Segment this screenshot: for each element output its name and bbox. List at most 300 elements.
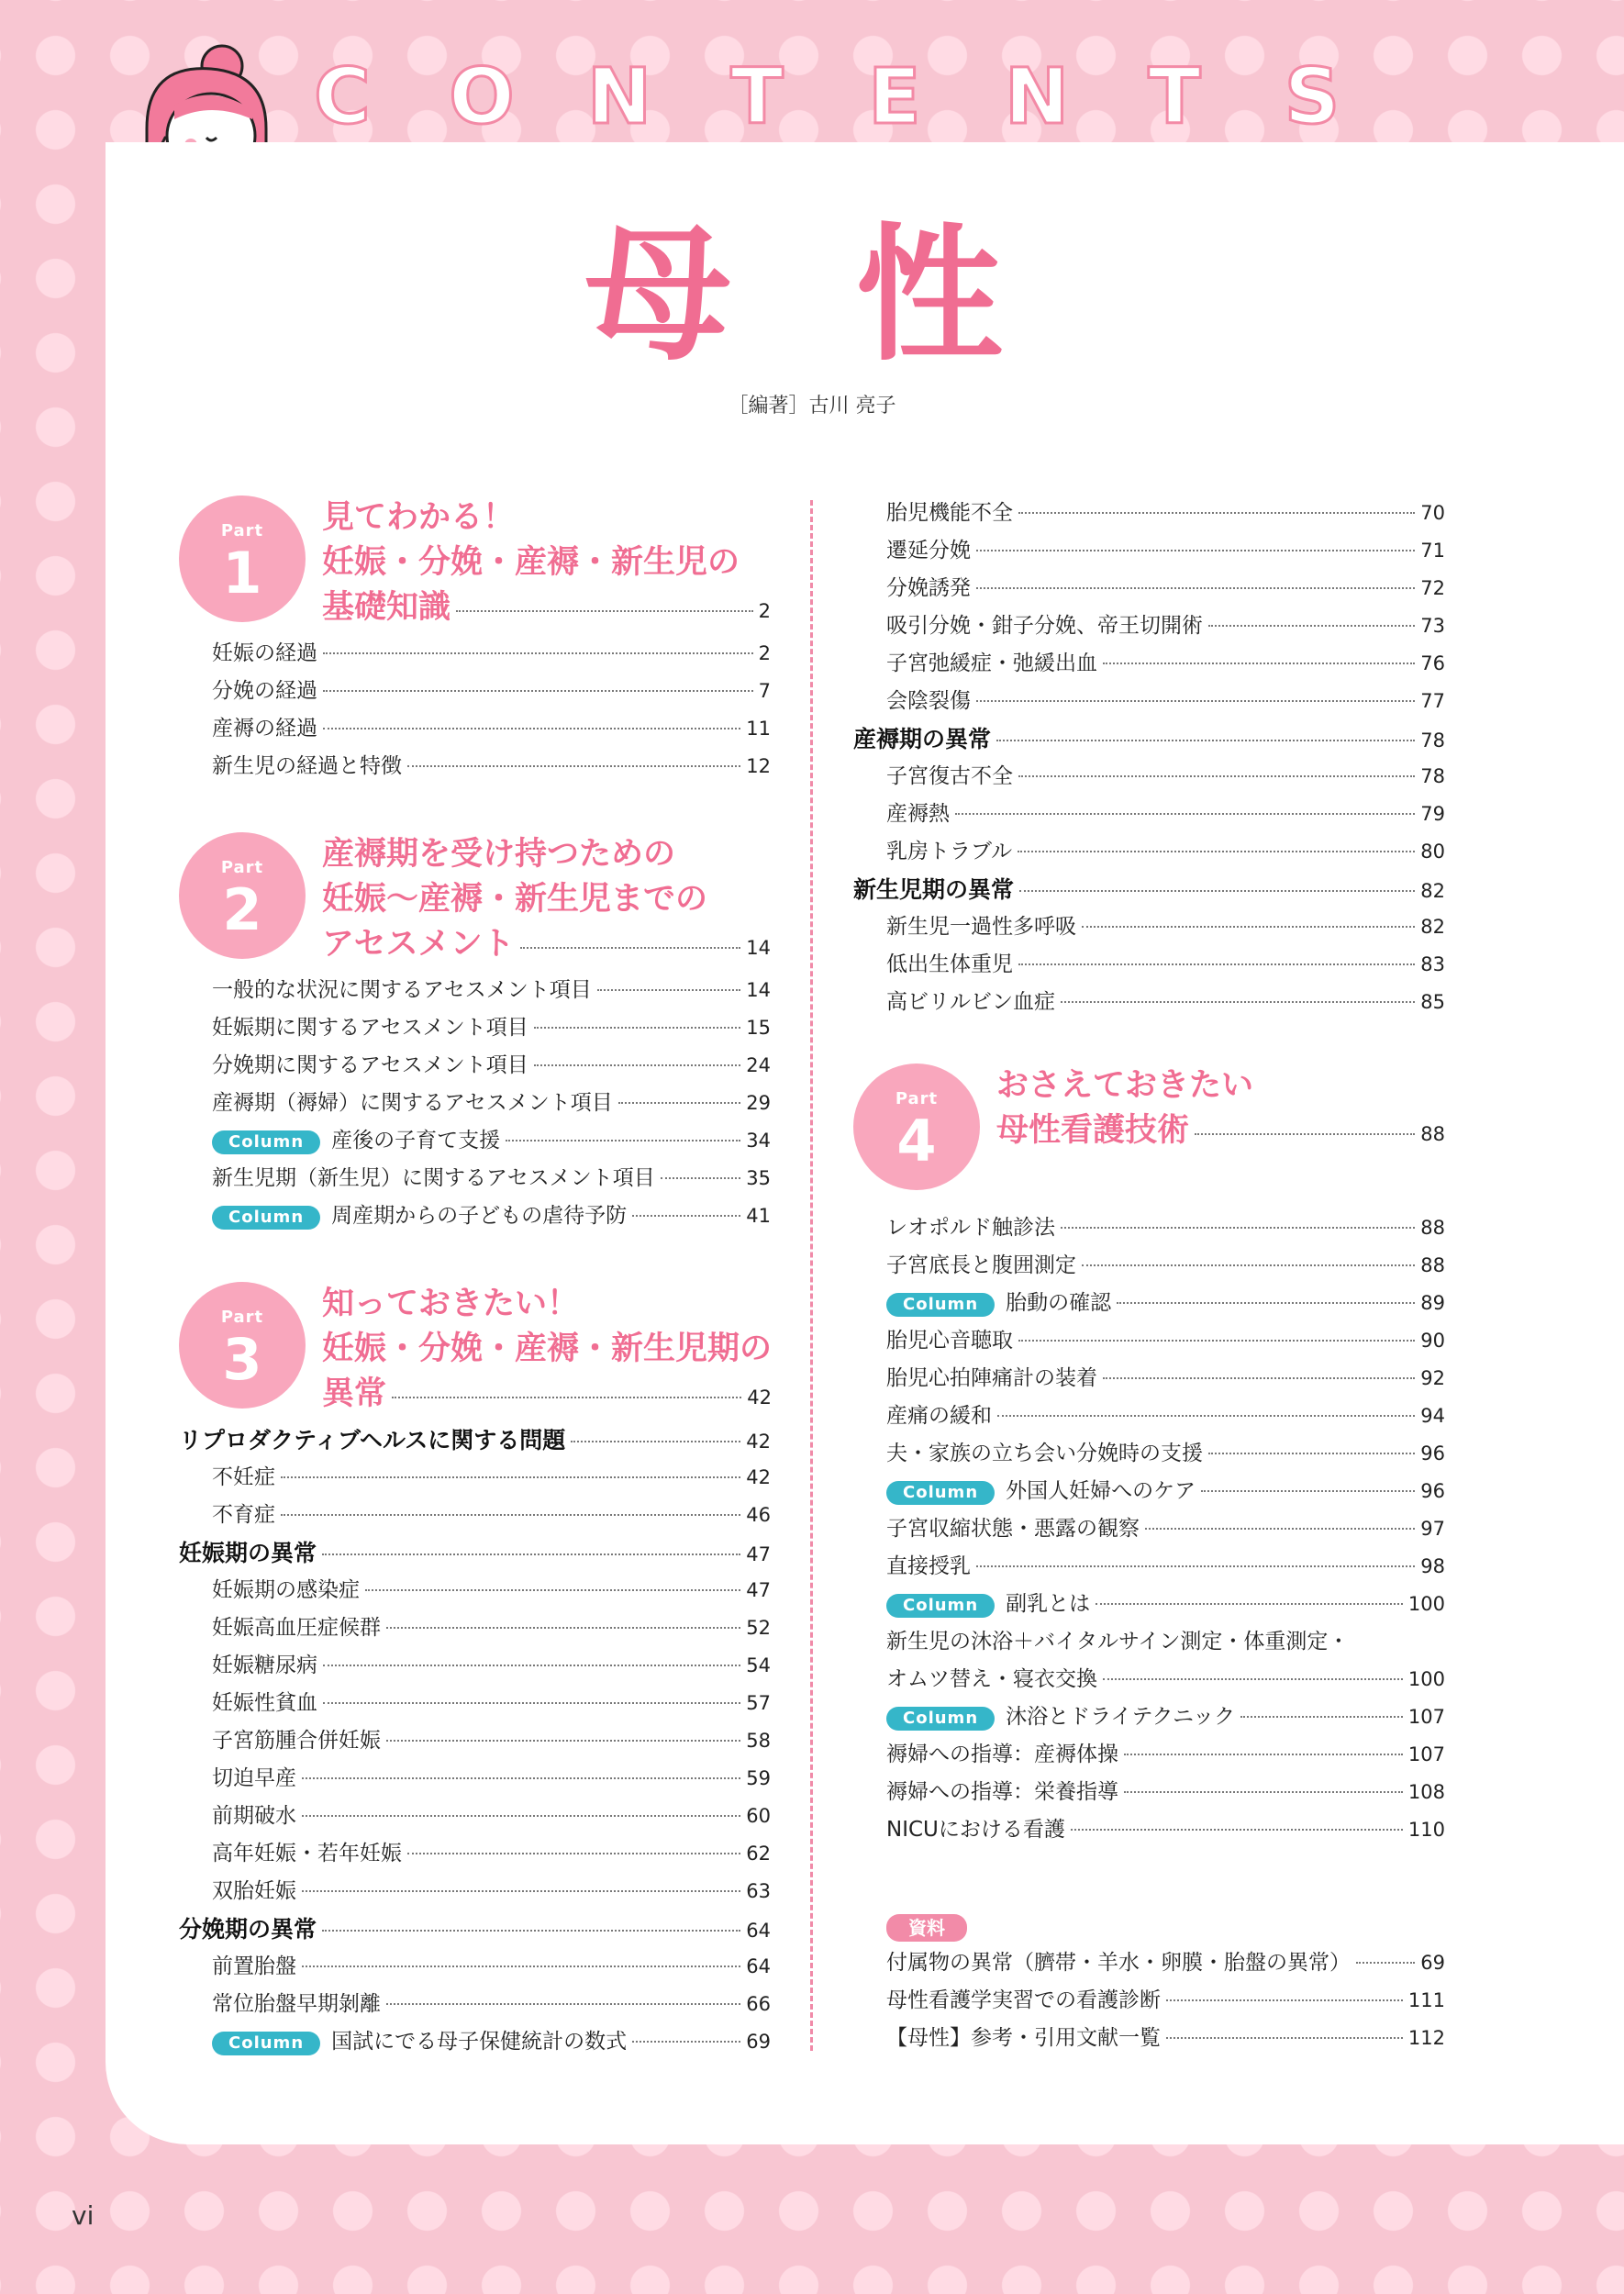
leader-dots bbox=[520, 947, 741, 949]
column-badge: Column bbox=[886, 1707, 995, 1731]
part-heading[interactable] bbox=[179, 496, 771, 630]
contents-letter: E bbox=[868, 51, 921, 141]
leader-dots bbox=[281, 1514, 740, 1516]
reference-badge: 資料 bbox=[886, 1914, 967, 1942]
toc-page-number: 62 bbox=[746, 1843, 771, 1865]
column-badge: Column bbox=[886, 1293, 995, 1317]
toc-entry-label: 子宮筋腫合併妊娠 bbox=[212, 1729, 381, 1753]
toc-entry-label: 会陰裂傷 bbox=[886, 689, 971, 713]
toc-page-number: 82 bbox=[1420, 880, 1445, 902]
part-title-line: おさえておきたい bbox=[996, 1067, 1254, 1104]
toc-page-number: 14 bbox=[746, 979, 771, 1001]
toc-entry-label: 高年妊娠・若年妊娠 bbox=[212, 1842, 402, 1865]
leader-dots bbox=[281, 1476, 740, 1478]
part-title-line: 産褥期を受け持つための bbox=[322, 836, 676, 873]
toc-entry[interactable] bbox=[853, 1983, 1445, 2021]
toc-page-number: 98 bbox=[1420, 1555, 1445, 1577]
leader-dots bbox=[976, 700, 1415, 702]
toc-page-number: 60 bbox=[746, 1805, 771, 1827]
leader-dots bbox=[1103, 1377, 1415, 1379]
leader-dots bbox=[976, 587, 1415, 589]
toc-entry-label: 分娩期の異常 bbox=[179, 1916, 317, 1943]
toc-entry[interactable] bbox=[853, 1587, 1445, 1624]
leader-dots bbox=[323, 1702, 740, 1704]
toc-entry[interactable] bbox=[853, 2021, 1445, 2058]
leader-dots bbox=[1208, 625, 1415, 627]
reference-section bbox=[853, 1914, 1445, 1942]
toc-entry[interactable] bbox=[853, 947, 1445, 985]
toc-entry[interactable] bbox=[853, 1248, 1445, 1286]
part-title-block bbox=[322, 832, 771, 967]
toc-entry[interactable] bbox=[179, 1086, 771, 1123]
toc-page-number: 72 bbox=[1420, 577, 1445, 599]
part-title-line: 妊娠・分娩・産褥・新生児期の bbox=[322, 1331, 773, 1367]
toc-entry[interactable] bbox=[179, 2024, 771, 2062]
toc-entry[interactable] bbox=[179, 1460, 771, 1498]
part-title-line: アセスメント bbox=[322, 926, 515, 963]
toc-entry[interactable] bbox=[179, 1949, 771, 1987]
toc-entry[interactable] bbox=[853, 1398, 1445, 1436]
toc-page-number: 94 bbox=[1420, 1405, 1445, 1427]
toc-entry[interactable] bbox=[853, 1511, 1445, 1549]
part-label: Part bbox=[220, 858, 264, 877]
toc-entry-label: 副乳とは bbox=[1006, 1592, 1091, 1616]
leader-dots bbox=[597, 989, 740, 991]
part-label: Part bbox=[220, 521, 264, 540]
toc-entry[interactable] bbox=[179, 1874, 771, 1911]
leader-dots bbox=[386, 1740, 740, 1742]
toc-page-number: 80 bbox=[1420, 841, 1445, 863]
column-badge: Column bbox=[886, 1594, 995, 1618]
toc-entry[interactable] bbox=[853, 759, 1445, 796]
leader-dots bbox=[955, 813, 1415, 815]
toc-entry[interactable] bbox=[853, 684, 1445, 721]
leader-dots bbox=[1201, 1490, 1415, 1492]
toc-page-number: 64 bbox=[746, 1920, 771, 1942]
toc-entry[interactable] bbox=[179, 1648, 771, 1686]
part-title-line: 基礎知識 bbox=[322, 589, 451, 626]
toc-entry[interactable] bbox=[853, 1662, 1445, 1699]
toc-entry-label: 周産期からの子どもの虐待予防 bbox=[331, 1204, 628, 1228]
toc-entry-label: 母性看護学実習での看護診断 bbox=[886, 1988, 1161, 2012]
toc-page-number: 66 bbox=[746, 1993, 771, 2015]
toc-page-number: 52 bbox=[746, 1617, 771, 1639]
toc-entry-label: 新生児期（新生児）に関するアセスメント項目 bbox=[212, 1166, 655, 1190]
part-title-block bbox=[996, 1063, 1445, 1153]
toc-entry[interactable] bbox=[179, 1048, 771, 1086]
leader-dots bbox=[534, 1064, 740, 1066]
toc-entry[interactable] bbox=[179, 1123, 771, 1161]
toc-entry-label: 直接授乳 bbox=[886, 1554, 971, 1578]
toc-page-number: 89 bbox=[1420, 1292, 1445, 1314]
toc-section-heading[interactable] bbox=[853, 721, 1445, 759]
part-number: 2 bbox=[222, 876, 262, 943]
toc-entry-label: 高ビリルビン血症 bbox=[886, 990, 1055, 1014]
toc-page-number: 35 bbox=[746, 1167, 771, 1189]
toc-entry-label: 子宮弛緩症・弛緩出血 bbox=[886, 651, 1097, 675]
part-heading[interactable] bbox=[179, 1282, 771, 1417]
toc-entry[interactable] bbox=[179, 674, 771, 711]
part-label: Part bbox=[220, 1308, 264, 1327]
contents-letter: O bbox=[449, 51, 515, 141]
toc-entry-label: 妊娠期の異常 bbox=[179, 1540, 317, 1566]
toc-entry[interactable] bbox=[853, 608, 1445, 646]
leader-dots bbox=[534, 1027, 740, 1029]
toc-entry-label: 産褥熱 bbox=[886, 802, 950, 826]
leader-dots bbox=[1208, 1453, 1415, 1454]
contents-letter: T bbox=[730, 51, 784, 141]
toc-entry-label: 【母性】参考・引用文献一覧 bbox=[886, 2026, 1161, 2050]
toc-entry[interactable] bbox=[853, 1474, 1445, 1511]
toc-entry[interactable] bbox=[179, 749, 771, 786]
leader-dots bbox=[1061, 1001, 1415, 1003]
toc-page-number: 14 bbox=[746, 937, 771, 959]
contents-letter: N bbox=[586, 51, 652, 141]
toc-entry-label: 胎動の確認 bbox=[1006, 1291, 1112, 1315]
toc-page-number: 71 bbox=[1420, 540, 1445, 562]
leader-dots bbox=[506, 1140, 740, 1141]
toc-entry[interactable] bbox=[179, 1610, 771, 1648]
toc-entry-label: 胎児心拍陣痛計の装着 bbox=[886, 1366, 1097, 1390]
part-title-final-line bbox=[322, 922, 771, 967]
leader-dots bbox=[323, 728, 740, 729]
leader-dots bbox=[632, 1215, 740, 1217]
leader-dots bbox=[1103, 663, 1415, 664]
leader-dots bbox=[1124, 1791, 1403, 1793]
toc-entry-label: 妊娠糖尿病 bbox=[212, 1654, 317, 1677]
toc-page-number: 15 bbox=[746, 1017, 771, 1039]
contents-letter: N bbox=[1004, 51, 1070, 141]
toc-entry[interactable] bbox=[179, 973, 771, 1010]
toc-entry[interactable] bbox=[853, 571, 1445, 608]
part-title-line: 見てわかる！ bbox=[322, 499, 516, 536]
column-badge: Column bbox=[212, 1130, 320, 1154]
toc-page-number: 111 bbox=[1407, 1989, 1445, 2011]
toc-entry[interactable] bbox=[179, 1498, 771, 1535]
toc-entry[interactable] bbox=[853, 1549, 1445, 1587]
toc-page-number: 110 bbox=[1407, 1819, 1445, 1841]
leader-dots bbox=[618, 1102, 740, 1104]
toc-entry-label: 産後の子育て支援 bbox=[331, 1129, 501, 1153]
toc-entry-label: 切迫早産 bbox=[212, 1766, 296, 1790]
leader-dots bbox=[322, 1553, 740, 1555]
toc-entry-label: 褥婦への指導：産褥体操 bbox=[886, 1743, 1118, 1766]
toc-page-number: 46 bbox=[746, 1504, 771, 1526]
toc-entry-label: 子宮復古不全 bbox=[886, 764, 1013, 788]
leader-dots bbox=[1018, 775, 1415, 777]
toc-entry[interactable] bbox=[179, 1723, 771, 1761]
toc-entry-label: リプロダクティブヘルスに関する問題 bbox=[179, 1427, 566, 1453]
toc-page-number: 90 bbox=[1420, 1330, 1445, 1352]
toc-entry-label: 前期破水 bbox=[212, 1804, 296, 1828]
part-number-badge bbox=[179, 1282, 306, 1409]
leader-dots bbox=[997, 1415, 1415, 1417]
toc-entry-label: 夫・家族の立ち会い分娩時の支援 bbox=[886, 1442, 1203, 1465]
part-number: 3 bbox=[222, 1326, 262, 1393]
toc-page-number: 79 bbox=[1420, 803, 1445, 825]
toc-entry-label: 付属物の異常（臍帯・羊水・卵膜・胎盤の異常） bbox=[886, 1951, 1351, 1975]
toc-entry[interactable] bbox=[853, 1945, 1445, 1983]
toc-entry-label: 遷延分娩 bbox=[886, 539, 971, 562]
toc-entry-label: 新生児の経過と特徴 bbox=[212, 754, 402, 778]
toc-entry-label: NICUにおける看護 bbox=[886, 1818, 1065, 1842]
toc-entry-label: 分娩誘発 bbox=[886, 576, 971, 600]
toc-entry-label: 褥婦への指導：栄養指導 bbox=[886, 1780, 1118, 1804]
toc-entry-label: 胎児心音聴取 bbox=[886, 1329, 1013, 1353]
toc-page-number: 42 bbox=[746, 1466, 771, 1488]
toc-entry-label: 乳房トラブル bbox=[886, 840, 1013, 863]
toc-page-number: 12 bbox=[746, 755, 771, 777]
toc-entry-label: 産褥期（褥婦）に関するアセスメント項目 bbox=[212, 1091, 613, 1115]
toc-entry-label: 妊娠性貧血 bbox=[212, 1691, 317, 1715]
toc-page-number: 24 bbox=[746, 1054, 771, 1076]
toc-entry[interactable] bbox=[853, 909, 1445, 947]
toc-entry[interactable] bbox=[179, 1198, 771, 1236]
toc-entry-label: 妊娠の経過 bbox=[212, 641, 317, 665]
toc-entry[interactable] bbox=[853, 985, 1445, 1022]
leader-dots bbox=[386, 1627, 740, 1629]
part-title-line: 妊娠～産褥・新生児までの bbox=[322, 881, 708, 918]
toc-right-column bbox=[853, 496, 1445, 2058]
column-divider bbox=[810, 500, 813, 2051]
contents-letter: T bbox=[1148, 51, 1201, 141]
leader-dots bbox=[322, 1930, 740, 1932]
toc-entry-label: 産褥の経過 bbox=[212, 717, 317, 741]
leader-dots bbox=[1018, 963, 1415, 965]
toc-page-number: 96 bbox=[1420, 1442, 1445, 1464]
leader-dots bbox=[323, 652, 753, 654]
part-number-badge bbox=[179, 496, 306, 622]
toc-page-number: 47 bbox=[746, 1579, 771, 1601]
part-number-badge bbox=[853, 1063, 980, 1190]
toc-page-number: 54 bbox=[746, 1654, 771, 1676]
page-number: vi bbox=[72, 2200, 95, 2231]
leader-dots bbox=[661, 1177, 740, 1179]
toc-page-number: 82 bbox=[1420, 916, 1445, 938]
part-title-line: 妊娠・分娩・産褥・新生児の bbox=[322, 544, 740, 581]
toc-section-heading[interactable] bbox=[179, 1911, 771, 1949]
leader-dots bbox=[1240, 1716, 1403, 1718]
leader-dots bbox=[1018, 1340, 1415, 1342]
leader-dots bbox=[365, 1589, 740, 1591]
toc-entry-label: 妊娠期に関するアセスメント項目 bbox=[212, 1016, 528, 1040]
toc-entry[interactable] bbox=[179, 636, 771, 674]
toc-entry[interactable] bbox=[853, 1737, 1445, 1775]
toc-page-number: 85 bbox=[1420, 991, 1445, 1013]
leader-dots bbox=[1124, 1754, 1403, 1755]
toc-page-number: 41 bbox=[746, 1205, 771, 1227]
leader-dots bbox=[976, 1565, 1415, 1567]
toc-page-number: 69 bbox=[746, 2031, 771, 2053]
toc-entry[interactable] bbox=[853, 1436, 1445, 1474]
part-title-line: 知っておきたい！ bbox=[322, 1286, 580, 1322]
part-title-line: 異常 bbox=[322, 1375, 387, 1412]
toc-page-number: 100 bbox=[1407, 1593, 1445, 1615]
leader-dots bbox=[1356, 1962, 1415, 1964]
toc-entry[interactable] bbox=[179, 711, 771, 749]
toc-page-number: 58 bbox=[746, 1730, 771, 1752]
toc-page-number: 96 bbox=[1420, 1480, 1445, 1502]
toc-page-number: 92 bbox=[1420, 1367, 1445, 1389]
toc-entry-label: 一般的な状況に関するアセスメント項目 bbox=[212, 978, 592, 1002]
leader-dots bbox=[996, 740, 1415, 741]
toc-entry[interactable] bbox=[179, 1761, 771, 1798]
toc-entry-label: 沐浴とドライテクニック bbox=[1006, 1705, 1236, 1729]
toc-entry[interactable] bbox=[853, 1624, 1445, 1662]
leader-dots bbox=[407, 1853, 740, 1854]
toc-entry[interactable] bbox=[853, 496, 1445, 533]
toc-entry-label: 外国人妊婦へのケア bbox=[1006, 1479, 1196, 1503]
part-title-final-line bbox=[996, 1108, 1445, 1153]
part-title-block bbox=[322, 496, 771, 630]
toc-page-number: 69 bbox=[1420, 1952, 1445, 1974]
toc-entry-label: 不妊症 bbox=[212, 1465, 275, 1489]
leader-dots bbox=[1103, 1678, 1403, 1680]
toc-page-number: 42 bbox=[747, 1386, 773, 1409]
toc-entry[interactable] bbox=[853, 1812, 1445, 1850]
leader-dots bbox=[1061, 1227, 1415, 1229]
toc-entry-label: 吸引分娩・鉗子分娩、帝王切開術 bbox=[886, 614, 1203, 638]
toc-page-number: 107 bbox=[1407, 1743, 1445, 1765]
toc-entry-label: 妊娠期の感染症 bbox=[212, 1578, 360, 1602]
contents-letter: C bbox=[314, 51, 371, 141]
toc-page-number: 64 bbox=[746, 1955, 771, 1977]
toc-entry[interactable] bbox=[179, 1798, 771, 1836]
part-heading[interactable] bbox=[853, 1063, 1445, 1190]
toc-page-number: 2 bbox=[758, 642, 771, 664]
leader-dots bbox=[1117, 1302, 1415, 1304]
toc-entry[interactable] bbox=[853, 533, 1445, 571]
part-number: 1 bbox=[222, 540, 262, 607]
leader-dots bbox=[302, 1815, 740, 1817]
toc-entry-label: レオポルド触診法 bbox=[886, 1216, 1055, 1240]
leader-dots bbox=[302, 1890, 740, 1892]
part-number-badge bbox=[179, 832, 306, 959]
toc-entry[interactable] bbox=[179, 1010, 771, 1048]
leader-dots bbox=[1145, 1528, 1415, 1530]
toc-page-number: 57 bbox=[746, 1692, 771, 1714]
toc-entry-label: 分娩の経過 bbox=[212, 679, 317, 703]
toc-entry-label: オムツ替え・寝衣交換 bbox=[886, 1667, 1097, 1691]
toc-page-number: 108 bbox=[1407, 1781, 1445, 1803]
leader-dots bbox=[1019, 890, 1415, 892]
toc-page-number: 88 bbox=[1420, 1254, 1445, 1276]
toc-entry-label: 分娩期に関するアセスメント項目 bbox=[212, 1053, 528, 1077]
toc-page-number: 47 bbox=[746, 1543, 771, 1565]
toc-section-heading[interactable] bbox=[179, 1422, 771, 1460]
column-badge: Column bbox=[886, 1481, 995, 1505]
toc-page-number: 70 bbox=[1420, 502, 1445, 524]
toc-entry[interactable] bbox=[853, 1286, 1445, 1323]
leader-dots bbox=[1018, 512, 1415, 514]
leader-dots bbox=[456, 610, 753, 612]
contents-letter: S bbox=[1284, 51, 1340, 141]
toc-entry-label: 子宮底長と腹囲測定 bbox=[886, 1253, 1076, 1277]
toc-entry-label: 子宮収縮状態・悪露の観察 bbox=[886, 1517, 1140, 1541]
page-title: 母 性 bbox=[584, 209, 1040, 381]
toc-page-number: 100 bbox=[1407, 1668, 1445, 1690]
part-label: Part bbox=[895, 1089, 939, 1108]
part-title-final-line bbox=[322, 585, 771, 630]
toc-section-heading[interactable] bbox=[853, 872, 1445, 909]
leader-dots bbox=[1096, 1603, 1403, 1605]
leader-dots bbox=[392, 1397, 741, 1398]
leader-dots bbox=[1166, 1999, 1403, 2001]
toc-entry[interactable] bbox=[179, 1161, 771, 1198]
toc-entry[interactable] bbox=[853, 796, 1445, 834]
part-title-final-line bbox=[322, 1372, 772, 1417]
toc-page-number: 112 bbox=[1407, 2027, 1445, 2049]
column-badge: Column bbox=[212, 2032, 320, 2055]
toc-entry[interactable] bbox=[179, 1573, 771, 1610]
toc-page-number: 2 bbox=[758, 600, 771, 622]
leader-dots bbox=[323, 690, 753, 692]
toc-page-number: 34 bbox=[746, 1130, 771, 1152]
toc-page-number: 97 bbox=[1420, 1518, 1445, 1540]
toc-page-number: 88 bbox=[1420, 1123, 1445, 1145]
toc-entry[interactable] bbox=[853, 1323, 1445, 1361]
toc-entry[interactable] bbox=[179, 1686, 771, 1723]
toc-page-number: 29 bbox=[746, 1092, 771, 1114]
leader-dots bbox=[1166, 2037, 1403, 2039]
toc-page-number: 7 bbox=[758, 680, 771, 702]
toc-entry-label: 妊娠高血圧症候群 bbox=[212, 1616, 381, 1640]
toc-entry-label: 産褥期の異常 bbox=[853, 726, 992, 752]
part-heading[interactable] bbox=[179, 832, 771, 967]
leader-dots bbox=[302, 1965, 740, 1967]
toc-section-heading[interactable] bbox=[179, 1535, 771, 1573]
leader-dots bbox=[1018, 851, 1415, 852]
toc-entry[interactable] bbox=[179, 1836, 771, 1874]
toc-entry-label: 常位胎盤早期剝離 bbox=[212, 1992, 381, 2016]
toc-entry[interactable] bbox=[853, 1361, 1445, 1398]
toc-entry[interactable] bbox=[853, 834, 1445, 872]
leader-dots bbox=[323, 1665, 740, 1666]
part-title-line: 母性看護技術 bbox=[996, 1112, 1190, 1149]
toc-entry-label: 国試にでる母子保健統計の数式 bbox=[331, 2030, 628, 2054]
toc-page-number: 63 bbox=[746, 1880, 771, 1902]
part-number: 4 bbox=[896, 1108, 937, 1175]
toc-entry[interactable] bbox=[853, 1699, 1445, 1737]
toc-entry-label: 胎児機能不全 bbox=[886, 501, 1013, 525]
toc-entry-label: 新生児一過性多呼吸 bbox=[886, 915, 1076, 939]
toc-page-number: 78 bbox=[1420, 765, 1445, 787]
part-title-block bbox=[322, 1282, 772, 1417]
toc-page-number: 78 bbox=[1420, 729, 1445, 752]
leader-dots bbox=[1195, 1133, 1415, 1135]
toc-page-number: 59 bbox=[746, 1767, 771, 1789]
toc-page-number: 76 bbox=[1420, 652, 1445, 674]
toc-entry[interactable] bbox=[853, 1775, 1445, 1812]
toc-page-number: 77 bbox=[1420, 690, 1445, 712]
toc-entry-label: 双胎妊娠 bbox=[212, 1879, 296, 1903]
column-badge: Column bbox=[212, 1206, 320, 1230]
toc-entry[interactable] bbox=[853, 646, 1445, 684]
toc-page-number: 88 bbox=[1420, 1217, 1445, 1239]
leader-dots bbox=[571, 1441, 740, 1442]
leader-dots bbox=[1071, 1829, 1403, 1831]
leader-dots bbox=[302, 1777, 740, 1779]
toc-entry[interactable] bbox=[179, 1987, 771, 2024]
toc-entry-label: 低出生体重児 bbox=[886, 952, 1013, 976]
toc-page-number: 73 bbox=[1420, 615, 1445, 637]
toc-entry-label: 不育症 bbox=[212, 1503, 275, 1527]
leader-dots bbox=[386, 2003, 740, 2005]
toc-entry-label: 前置胎盤 bbox=[212, 1954, 296, 1978]
editor-credit: ［編著］古川 亮子 bbox=[728, 395, 896, 418]
toc-entry[interactable] bbox=[853, 1210, 1445, 1248]
toc-page-number: 83 bbox=[1420, 953, 1445, 975]
